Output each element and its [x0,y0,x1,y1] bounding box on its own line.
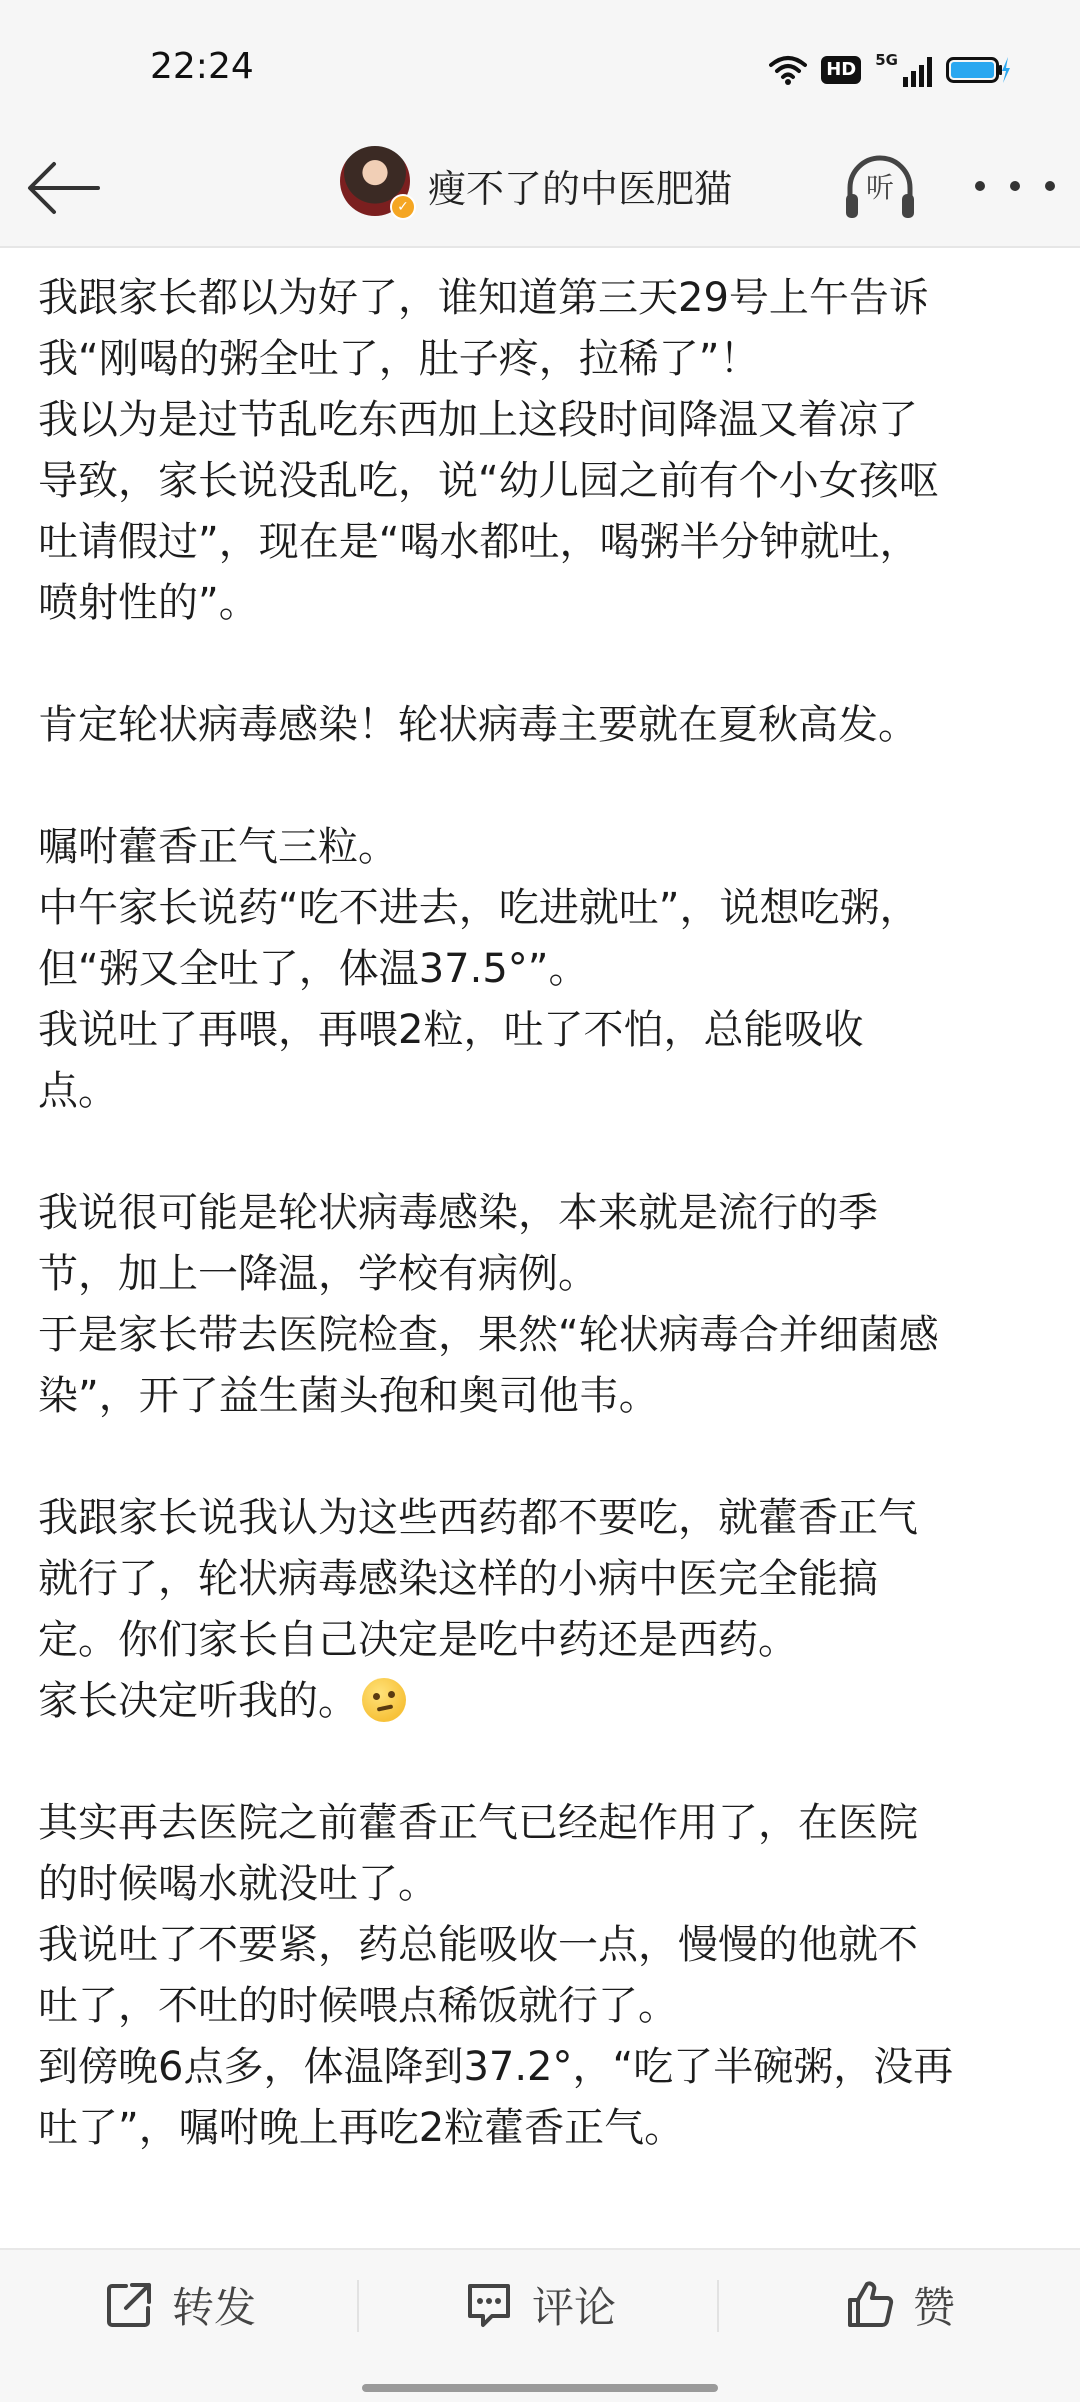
paragraph-gap [38,1122,1048,1183]
article-paragraph: 我跟家长都以为好了，谁知道第三天29号上午告诉 我“刚喝的粥全吐了，肚子疼，拉稀了”！ 我以为是过节乱吃东西加上这段时间降温又着凉了 导致，家长说没乱吃，说“幼儿园之前有个小女孩呕 吐请假过”，现在是“喝水都吐，喝粥半分钟就吐， 喷射性的”。 [38,275,939,626]
article-paragraph: 其实再去医院之前藿香正气已经起作用了，在医院 的时候喝水就没吐了。 我说吐了不要紧，药总能吸收一点，慢慢的他就不 吐了，不吐的时候喂点稀饭就行了。 到傍晚6点多，体温降到37.2°，“吃了半碗粥，没再 吐了”，嘱咐晚上再吃2粒藿香正气。 [38,1800,954,2151]
home-indicator[interactable] [362,2384,718,2392]
like-button[interactable] [720,2250,1080,2360]
nav-bar [0,130,1080,248]
action-divider [357,2280,359,2332]
article-paragraph: 我跟家长说我认为这些西药都不要吃，就藿香正气 就行了，轮状病毒感染这样的小病中医完全能搞 定。你们家长自己决定是吃中药还是西药。 [38,1495,918,1663]
comment-icon [464,2280,514,2330]
article-paragraph-with-emoji [38,1671,1048,1732]
more-icon-dot [1010,181,1020,191]
paragraph-gap [38,756,1048,817]
article-body [38,268,1048,2248]
thumbs-up-icon [845,2280,895,2330]
wifi-icon [769,55,807,85]
signal-5g-icon [875,53,932,87]
action-bar [0,2248,1080,2402]
more-button[interactable] [975,166,1055,206]
listen-button[interactable] [842,150,918,226]
article-paragraph: 嘱咐藿香正气三粒。 中午家长说药“吃不进去，吃进就吐”，说想吃粥， 但“粥又全吐了，体温37.5°”。 我说吐了再喂，再喂2粒，吐了不怕，总能吸收 点。 [38,824,920,1114]
more-icon [975,181,985,191]
share-icon [104,2280,154,2330]
comment-label: 评论 [531,2283,616,2332]
verified-badge-icon: ✓ [390,194,416,220]
network-label: 5G [875,51,898,69]
action-divider [717,2280,719,2332]
listen-label: 听 [865,171,894,204]
repost-button[interactable] [0,2250,360,2360]
hd-icon: HD [821,56,861,84]
more-icon-dot [1045,181,1055,191]
battery-charging-icon [946,55,1010,85]
paragraph-gap [38,1732,1048,1793]
comment-button[interactable] [360,2250,720,2360]
status-icons [769,52,1010,88]
back-arrow-icon [26,158,102,218]
paragraph-gap [38,1427,1048,1488]
like-label: 赞 [912,2283,955,2332]
repost-label: 转发 [171,2283,256,2332]
status-time: 22:24 [150,46,254,87]
paragraph-gap [38,634,1048,695]
author-name[interactable]: 瘦不了的中医肥猫 [428,167,733,211]
status-bar [0,0,1080,130]
thinking-face-icon [362,1678,406,1722]
article-paragraph: 肯定轮状病毒感染！轮状病毒主要就在夏秋高发。 [38,702,918,748]
article-line: 家长决定听我的。 [38,1678,358,1724]
back-button[interactable] [22,146,106,230]
article-paragraph: 我说很可能是轮状病毒感染，本来就是流行的季 节，加上一降温，学校有病例。 于是家长带去医院检查，果然“轮状病毒合并细菌感 染”，开了益生菌头孢和奥司他韦。 [38,1190,939,1419]
